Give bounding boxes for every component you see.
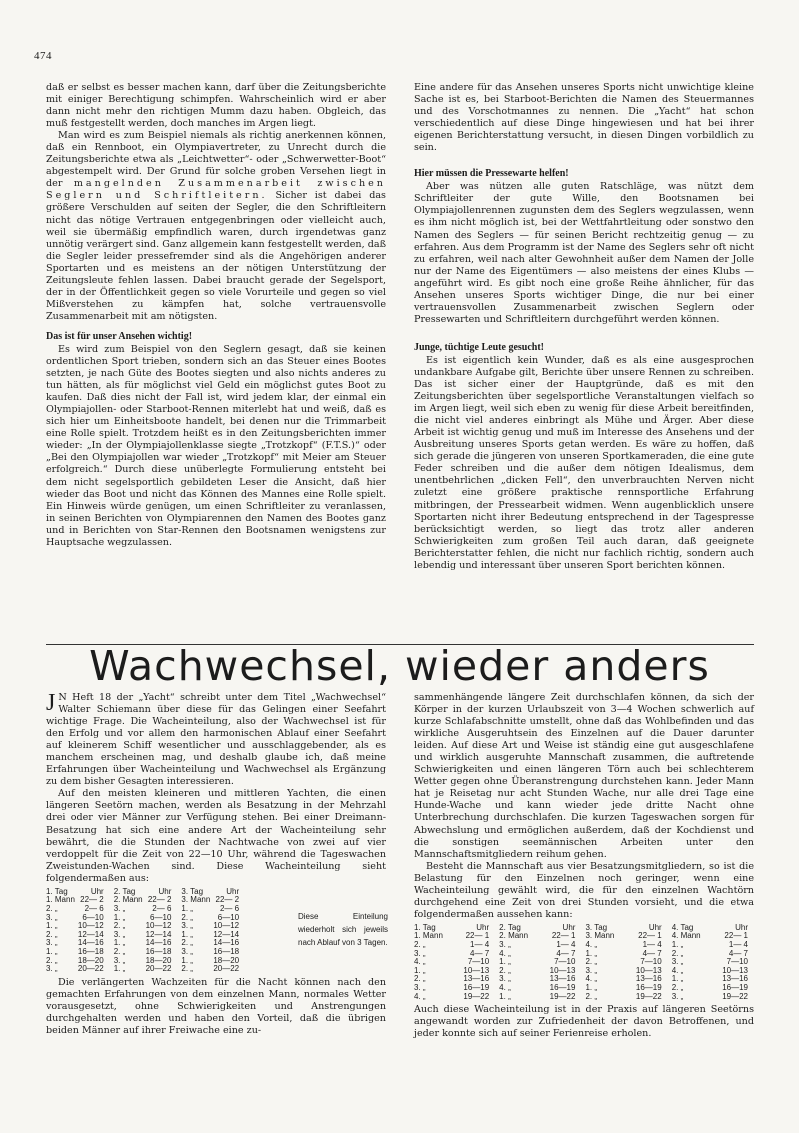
table-cell: 3. Mann [181,895,211,905]
table-cell: 22— 2 [147,895,172,905]
paragraph: Es ist eigentlich kein Wunder, daß es als eine ausgesprochen undankbare Aufgabe gilt, Berichte über unsere Rennen zu schreiben. Das ist sicher einer der Hauptgründe, daß es mit den Zeitungsberichten über segelsportliche Veranstaltungen vielfach so im Argen liegt, weil sich eben zu wenig für diese Arbeit bereitfinden, die nicht viel anderes einbringt als Mühe und Ärger. Aber diese Arbeit ist wichtig genug und muß im Interesse des Ansehens und der Ausbreitung unseres Sports getan werden. Es wäre zu hoffen, daß sich gerade die jüngeren von unseren Sportkameraden, die eine gute Feder schreiben und die außer dem nötigen Idealismus, dem unentbehrlichen „dicken Fell“, den unverbrauchten Nerven nicht zuletzt eine größere praktische rennsportliche Erfahrung mitbringen, der Pressearbeit widmen. Wenn augenblicklich unsere Sportarten nicht ihrer Bedeutung entsprechend in der Tagespresse berücksichtigt werden, so liegt das trotz aller anderen Schwierigkeiten zum großen Teil auch daran, daß geeignete Berichterstatter fehlen, die nicht nur fachlich richtig, sondern auch lebendig und interessant über unseren Sport berichten können. [414,354,754,571]
table-cell: 7—10 [640,957,662,967]
table-cell: 22— 2 [80,895,104,905]
paragraph: J N Heft 18 der „Yacht“ schreibt unter dem Titel „Wachwechsel“ Walter Schiemann über diese für das Gelingen einer Seefahrt wichtige Frage. Die Wacheinteilung, also der Wachwechsel ist für den Erfolg und vor allem den harmonischen Ablauf einer Seefahrt auf kleinerem Schiff wesentlicher und ausschlaggebender, als es manchem erscheinen mag, und deshalb glaube ich, daß meine Erfahrungen über Wacheinteilung und Wachwechsel als Ergänzung zu dem bisher Gesagten interessieren. [46,690,386,788]
table-cell: 2. „ [46,929,58,939]
table-cell: 1. „ [414,965,426,975]
table-cell: 1. „ [499,991,511,1001]
table-cell: 3. „ [671,991,684,1001]
table-cell: 3. „ [181,946,193,956]
spaced-emphasis: mangelnden Zusammenarbeit zwischen Seglern und Schriftleitern. [46,178,386,202]
table-cell: 18—20 [77,955,104,965]
table-cell: 13—16 [635,974,662,984]
table-cell: 4. „ [585,940,597,950]
table-cell: 10—13 [463,965,490,975]
table-cell: 2. „ [113,921,126,931]
table-header-cell: Uhr [158,886,172,896]
table-row [46,965,245,974]
table-row [46,905,245,914]
table-cell: 3. „ [46,964,58,974]
table-cell: 4. „ [499,948,511,958]
table-header-cell: 1. Tag [414,922,436,932]
drop-cap: J [46,690,56,716]
table-header-cell: 1. Tag [46,886,68,896]
table-cell: 3. Mann [585,931,615,941]
paragraph: sammenhängende längere Zeit durchschlafen können, da sich der Körper in der kurzen Urlaubszeit von 3—4 Wochen schwerlich auf kurze Schlafabschnitte umstellt, ohne daß das Wohlbefinden und das wirkliche Ausgeruhtsein des Einzelnen auf die Dauer darunter leiden. Auf diese Art und Weise ist ständig eine gut ausgeschlafene und wirklich ausgeruhte Mannschaft zusammen, die auftretende Schwierigkeiten und einen längeren Törn auch bei schlechterem Wetter gegen ohne Überanstrengung durchstehen kann. Jeder Mann hat je Reisetag nur acht Stunden Wache, nur alle drei Tage eine Hunde-Wache und kann wieder jede dritte Nacht ohne Unterbrechung durchschlafen. Die kurzen Tageswachen sorgen für Abwechslung und ermöglichen außerdem, daß der Kochdienst und die sonstigen seemännischen Arbeiten unter den Mannschaftsmitgliedern reihum gehen. [414,692,754,860]
table-cell: 18—20 [213,955,240,965]
table-cell: 3. „ [181,921,193,931]
table-cell: 7—10 [467,957,490,967]
table-cell: 1— 4 [642,940,662,950]
table-cell: 4. „ [414,991,426,1001]
table-cell: 3. „ [671,957,684,967]
table-cell: 1. Mann [414,931,443,941]
paragraph: Eine andere für das Ansehen unseres Sports nicht unwichtige kleine Sache ist es, bei Starboot-Berichten die Namen des Steuermannes und des Vorschotmannes zu nennen. Die „Yacht“ hat schon verschiedentlich auf diese Dinge hingewiesen und hat bei ihrer eigenen Berichterstattung versucht, in diesen Dingen vorbildlich zu sein. [414,82,754,154]
paragraph: daß er selbst es besser machen kann, darf über die Zeitungsberichte mit einiger Berechtigung schimpfen. Wahrscheinlich wird er aber dann nicht mehr den richtigen Mumm dazu haben. Obgleich, das muß festgestellt werden, doch manches im Argen liegt. [46,82,386,130]
table-cell: 16—19 [463,983,490,993]
table-cell: 10—12 [213,921,240,931]
table-cell: 19—22 [635,991,662,1001]
table-cell: 1. „ [113,912,126,922]
table-cell: 10—12 [145,921,172,931]
table-cell: 1. Mann [46,895,75,905]
table-cell: 1— 4 [556,940,576,950]
table-cell: 16—18 [77,946,104,956]
table-cell: 10—13 [549,965,576,975]
table-row [46,896,245,905]
table-cell: 6—10 [217,912,240,922]
table-cell: 22— 2 [215,895,240,905]
watch-schedule-table [414,924,754,1001]
table-cell: 2. „ [181,938,193,948]
table-cell: 4. „ [671,965,684,975]
table-cell: 16—19 [549,983,576,993]
table-cell: 10—13 [722,965,748,975]
section-heading: Junge, tüchtige Leute gesucht! [414,341,544,353]
watch-schedule-table [46,888,245,974]
table-cell: 2. „ [414,974,426,984]
paragraph: Besteht die Mannschaft aus vier Besatzungsmitgliedern, so ist die Belastung für den Einzelnen noch geringer, wenn eine Wacheinteilung gewählt wird, die für den einzelnen Wachtörn durchgehend eine Zeit von drei Stunden vorsieht, und die etwa folgendermaßen aussehen kann: [414,860,754,920]
table-cell: 1. „ [671,974,684,984]
table-cell: 4— 7 [556,948,576,958]
table-cell: 16—18 [145,946,172,956]
table-cell: 2. „ [46,955,58,965]
table-cell: 16—19 [635,983,662,993]
table-cell: 2. „ [671,983,684,993]
table-cell: 3. „ [46,938,58,948]
paragraph: Die verlängerten Wachzeiten für die Nacht können nach den gemachten Erfahrungen von dem einzelnen Mann, normales Wetter vorausgesetzt, ohne Schwierigkeiten und Anstrengungen durchgehalten werden und haben den Vorteil, daß die übrigen beiden Männer auf ihrer Freiwache eine zu- [46,976,386,1036]
table-cell: 4— 7 [470,948,490,958]
table-cell: 3. „ [414,948,426,958]
table-header-cell: 3. Tag [585,922,608,932]
table-cell: 12—14 [213,929,240,939]
table-cell: 4. Mann [671,931,701,941]
table-cell: 3. „ [113,955,126,965]
table-cell: 1. „ [671,940,684,950]
table-cell: 22— 1 [638,931,662,941]
table-cell: 3. „ [46,912,58,922]
table-cell: 2. „ [414,940,426,950]
table-cell: 2— 6 [152,903,172,913]
table-header-cell: 4. Tag [671,922,694,932]
table-cell: 3. „ [113,929,126,939]
table-cell: 2— 6 [84,903,104,913]
table-cell: 6—10 [150,912,172,922]
table-cell: 22— 1 [724,931,748,941]
table-cell: 19—22 [463,991,490,1001]
table-cell: 19—22 [549,991,576,1001]
table-header-cell: 2. Tag [499,922,521,932]
table-cell: 1— 4 [470,940,490,950]
table-header-cell: Uhr [735,922,748,932]
table-cell: 6—10 [82,912,104,922]
table-cell: 1. „ [181,929,193,939]
table-cell: 16—19 [722,983,748,993]
article-headline: Wachwechsel, wieder anders [89,642,710,690]
table-cell: 7—10 [554,957,576,967]
table-cell: 18—20 [145,955,172,965]
paragraph: Auf den meisten kleineren und mittleren Yachten, die einen längeren Seetörn machen, werden als Besatzung in der Mehrzahl drei oder vier Männer zur Verfügung stehen. Bei einer Dreimann-Besatzung hat sich eine andere Art der Wacheinteilung sehr bewährt, die die Stunden der Nachtwache von zwei auf vier verdoppelt für die Zeit von 22—10 Uhr, während die Tageswachen Zweistunden-Wachen sind. Diese Wacheinteilung sieht folgendermaßen aus: [46,788,386,884]
table-cell: 2. „ [585,957,597,967]
table-cell: 12—14 [77,929,104,939]
table-cell: 3. „ [499,940,511,950]
column-top-right [414,82,754,572]
table-cell: 10—13 [635,965,662,975]
table-row [414,950,754,959]
table-cell: 13—16 [549,974,576,984]
table-header-cell: Uhr [648,922,662,932]
table-cell: 1. „ [585,948,597,958]
table-cell: 2. „ [671,948,684,958]
table-cell: 3. „ [113,903,126,913]
table-row [414,932,754,941]
table-cell: 2. „ [181,964,193,974]
table-header-cell: 2. Tag [113,886,136,896]
table-cell: 16—18 [213,946,240,956]
table-cell: 14—16 [213,938,240,948]
table-cell: 4— 7 [642,948,662,958]
table-header-row [414,924,754,933]
paragraph: Aber was nützen alle guten Ratschläge, was nützt dem Schriftleiter der gute Wille, den Bootsnamen bei Olympiajollenrennen zugunsten dem des Seglers wegzulassen, wenn es ihm nicht möglich ist, bei der Wettfahrtleitung oder sonstwo den Namen des Seglers — für seinen Bericht rechtzeitig genug — zu erfahren. Aus dem Programm ist der Name des Seglers sehr oft nicht zu erfahren, weil nach alter Gewohnheit außer dem Namen der Jolle nur der Name des Eigentümers — also meistens der eines Klubs — angeführt wird. Es gibt noch eine große Reihe ähnlicher, für das Ansehen unseres Sports wichtiger Dinge, die nur bei einer vertrauensvollen Zusammenarbeit zwischen Seglern oder Pressewarten und Schriftleitern durchgeführt werden können. [414,181,754,325]
table-cell: 13—16 [722,974,748,984]
table-cell: 1. „ [181,955,193,965]
table-cell: 3. „ [499,974,511,984]
column-top-left [46,82,386,549]
table-cell: 22— 1 [551,931,576,941]
table-cell: 13—16 [463,974,490,984]
table-cell: 4. „ [585,974,597,984]
table-header-cell: Uhr [226,886,240,896]
table-cell: 1. „ [113,964,126,974]
table-cell: 1. „ [181,903,193,913]
table-header-cell: Uhr [90,886,104,896]
table-cell: 3. „ [585,965,597,975]
table-cell: 2. „ [585,991,597,1001]
table-cell: 1. „ [499,957,511,967]
table-cell: 1. „ [113,938,126,948]
section-heading: Hier müssen die Pressewarte helfen! [414,168,569,180]
table-cell: 20—22 [145,964,172,974]
table-cell: 1. „ [585,983,597,993]
table-cell: 7—10 [726,957,748,967]
table-cell: 2. „ [113,946,126,956]
table-cell: 2— 6 [219,903,240,913]
table-cell: 3. „ [414,983,426,993]
section-heading: Das ist für unser Ansehen wichtig! [46,330,193,342]
watch-table-three-man [46,888,386,974]
table-cell: 1— 4 [728,940,748,950]
paragraph: Man wird es zum Beispiel niemals als richtig anerkennen können, daß ein Rennboot, ein Olympiavertreter, zu Unrecht durch die Zeitungsberichte etwa als „Leichtwetter“- oder „Schwerwetter-Boot“ abgestempelt wird. Der Grund für solche groben Versehen liegt in der mangelnden Zusammenarbeit zwischen Seglern und Schriftleitern. Sicher ist dabei das größere Verschulden auf seiten der Segler, die den Schriftleitern nicht das nötige Vertrauen entgegenbringen oder vielleicht auch, weil sie übermäßig empfindlich waren, durch irgendetwas ganz unnötig verärgert sind. Ganz allgemein kann festgestellt werden, daß die Segler leider pressefremder sind als die Angehörigen anderer Sportarten und es meistens an der nötigen Unterstützung der Zeitungsleute fehlen lassen. Dabei braucht gerade der Segelsport, der in der Öffentlichkeit gegen so viele Vorurteile und gegen so viel Mißverstehen zu kämpfen hat, solche vertrauensvolle Zusammenarbeit mit am nötigsten. [46,130,386,322]
table-cell: 12—14 [145,929,172,939]
column-bottom-right [414,692,754,1040]
table-header-cell: 3. Tag [181,886,204,896]
paragraph: Auch diese Wacheinteilung ist in der Praxis auf längeren Seetörns angewandt worden zur Zufriedenheit der davon Betroffenen, und jeder konnte sich auf seiner Ferienreise erholen. [414,1004,754,1040]
page-number: 474 [34,50,52,62]
table-row [414,941,754,950]
table-cell: 20—22 [213,964,240,974]
table-cell: 2. Mann [499,931,529,941]
table-cell: 2. „ [46,903,58,913]
table-cell: 22— 1 [465,931,490,941]
paragraph: Es wird zum Beispiel von den Seglern gesagt, daß sie keinen ordentlichen Sport trieben, sondern sich an das Steuer eines Bootes setzten, je nach Güte des Bootes siegten und also nichts anderes zu tun hätten, als für möglichst viel Geld ein möglichst gutes Boot zu kaufen. Daß dies nicht der Fall ist, wird jedem klar, der einmal ein Olympiajollen- oder Starboot-Rennen miterlebt hat und weiß, daß es sich hier um Einheitsboote handelt, bei denen nur die Trimmarbeit eine Rolle spielt. Trotzdem heißt es in den Zeitungsberichten immer wieder: „In der Olympiajollenklasse siegte „Trotzkopf“ (F.T.S.)“ oder „Bei den Olympiajollen war wieder „Trotzkopf“ mit Meier am Steuer erfolgreich.“ Durch diese unüberlegte Formulierung entsteht bei dem nicht segelsportlich gebildeten Leser die Ansicht, daß hier wieder das Boot und nicht das Können des Mannes eine Rolle spielt. Ein Hinweis würde genügen, um einen Schriftleiter zu veranlassen, in seinen Berichten von Olympiarennen den Namen des Bootes ganz und in Berichten von Star-Rennen den Bootsnamen wenigstens zur Hauptsache wegzulassen. [46,343,386,548]
table-cell: 4. „ [414,957,426,967]
table-cell: 1. „ [46,921,58,931]
table-cell: 19—22 [722,991,748,1001]
table-cell: 20—22 [77,964,104,974]
table-cell: 2. „ [499,965,511,975]
table-cell: 14—16 [77,938,104,948]
table-header-cell: Uhr [562,922,576,932]
table-cell: 4. „ [499,983,511,993]
table-note: Diese Einteilung wiederholt sich jeweils nach Ablauf von 3 Tagen. [298,911,388,947]
table-cell: 2. „ [181,912,193,922]
column-bottom-left [46,692,386,1037]
table-cell: 14—16 [145,938,172,948]
table-header-cell: Uhr [476,922,490,932]
table-cell: 1. „ [46,946,58,956]
table-cell: 10—12 [77,921,104,931]
table-cell: 2. Mann [113,895,143,905]
table-cell: 4— 7 [728,948,748,958]
table-row [414,993,754,1002]
